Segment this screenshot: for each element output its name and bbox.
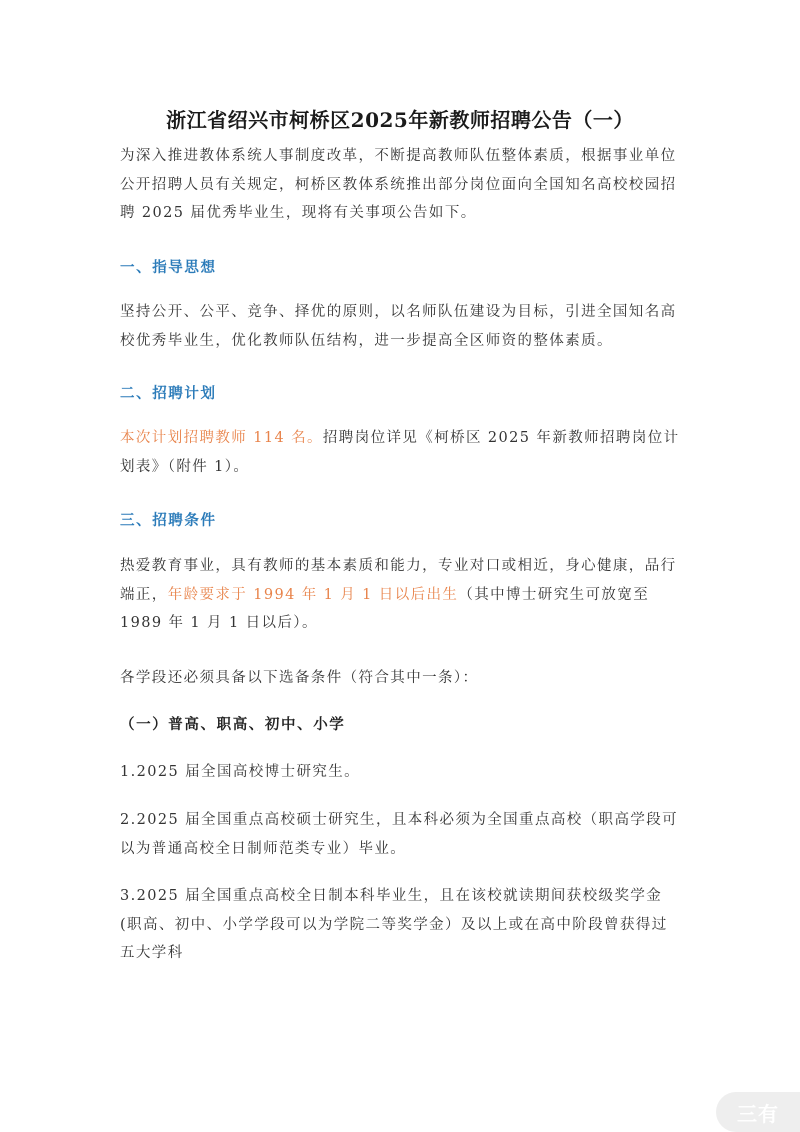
plan-highlight: 本次计划招聘教师 114 名。 [120, 430, 323, 446]
section-heading-plan: 二、招聘计划 [120, 385, 217, 402]
intro-paragraph: 为深入推进教体系统人事制度改革，不断提高教师队伍整体素质，根据事业单位公开招聘人员有关规定，柯桥区教体系统推出部分岗位面向全国知名高校校园招聘 2025 届优秀毕业生，现将有关事项公告如下。 [120, 148, 677, 221]
age-requirement-highlight: 年龄要求于 1994 年 1 月 1 日以后出生 [167, 586, 459, 603]
condition-item-3: 3.2025 届全国重点高校全日制本科毕业生，且在该校就读期间获校级奖学金(职高、初中、小学学段可以为学院二等奖学金）及以上或在高中阶段曾获得过五大学科 [120, 888, 668, 961]
plan-rest: 招聘岗位详见《柯桥区 2025 年新教师招聘岗位计划表》（附件 1）。 [120, 430, 680, 475]
plan-paragraph [120, 424, 680, 481]
conditions-part2: （其中博士研究生可放宽至 1989 年 1 月 1 日以后）。 [120, 586, 650, 631]
conditions-part1: 热爱教育事业，具有教师的基本素质和能力，专业对口或相近，身心健康，品行端正， [120, 558, 677, 603]
conditions-note: 各学段还必须具备以下选备条件（符合其中一条）： [120, 670, 479, 686]
guiding-paragraph: 坚持公开、公平、竞争、择优的原则，以名师队伍建设为目标，引进全国知名高校优秀毕业生，优化教师队伍结构，进一步提高全区师资的整体素质。 [120, 304, 677, 349]
page-title: 浙江省绍兴市柯桥区2025年新教师招聘公告（一） [166, 108, 634, 132]
subsection-heading-schools: （一）普高、职高、初中、小学 [120, 716, 346, 733]
condition-item-2: 2.2025 届全国重点高校硕士研究生，且本科必须为全国重点高校（职高学段可以为普通高校全日制师范类专业）毕业。 [120, 812, 679, 857]
condition-item-1: 1.2025 届全国高校博士研究生。 [120, 764, 361, 780]
conditions-paragraph [120, 552, 680, 638]
brand-watermark-badge[interactable]: 三有 [716, 1092, 800, 1132]
section-heading-conditions: 三、招聘条件 [120, 512, 217, 529]
section-heading-guiding: 一、指导思想 [120, 259, 217, 276]
